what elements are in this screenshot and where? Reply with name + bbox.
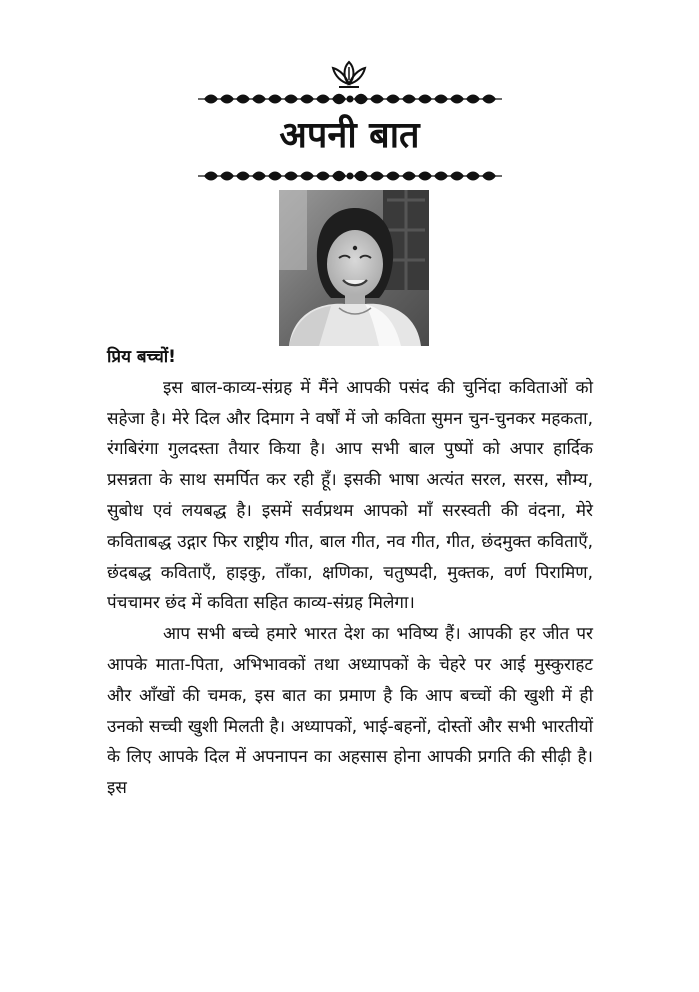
page-title: अपनी बात <box>279 115 420 156</box>
paragraph-1: इस बाल-काव्य-संग्रह में मैंने आपकी पसंद की चुनिंदा कविताओं को सहेजा है। मेरे दिल और दिमाग ने वर्षों में जो कविता सुमन चुन-चुनकर महकता, रंगबिरंगा गुलदस्ता तैयार किया है। आप सभी बाल पुष्पों को अपार हार्दिक प्रसन्नता के साथ समर्पित कर रही हूँ। इसकी भाषा अत्यंत सरल, सरस, सौम्य, सुबोध एवं लयबद्ध है। इसमें सर्वप्रथम आपको माँ सरस्वती की वंदना, मेरे कविताबद्ध उद्गार फिर राष्ट्रीय गीत, बाल गीत, नव गीत, गीत, छंदमुक्त कविताएँ, छंदबद्ध कविताएँ, हाइकु, ताँका, क्षणिका, चतुष्पदी, मुक्तक, वर्ण पिरामिण, पंचचामर छंद में कविता सहित काव्य-संग्रह मिलेगा। <box>107 377 593 614</box>
salutation: प्रिय बच्चों! <box>107 347 176 367</box>
lotus-ornament-icon <box>329 60 369 90</box>
paragraph-2: आप सभी बच्चे हमारे भारत देश का भविष्य हैं। आपकी हर जीत पर आपके माता-पिता, अभिभावकों तथा अध्यापकों के चेहरे पर आई मुस्कुराहट और आँखों की चमक, इस बात का प्रमाण है कि आप बच्चों की खुशी में ही उनको सच्ची खुशी मिलती है। अध्यापकों, भाई-बहनों, दोस्तों और सभी भारतीयों के लिए आपके दिल में अपनापन का अहसास होना आपकी प्रगति की सीढ़ी है। इस <box>107 624 593 799</box>
bottom-leaf-border <box>196 167 504 185</box>
letter-body <box>107 342 593 804</box>
top-leaf-border <box>196 90 504 108</box>
portrait-illustration <box>279 190 429 346</box>
author-portrait-photo <box>279 190 429 346</box>
